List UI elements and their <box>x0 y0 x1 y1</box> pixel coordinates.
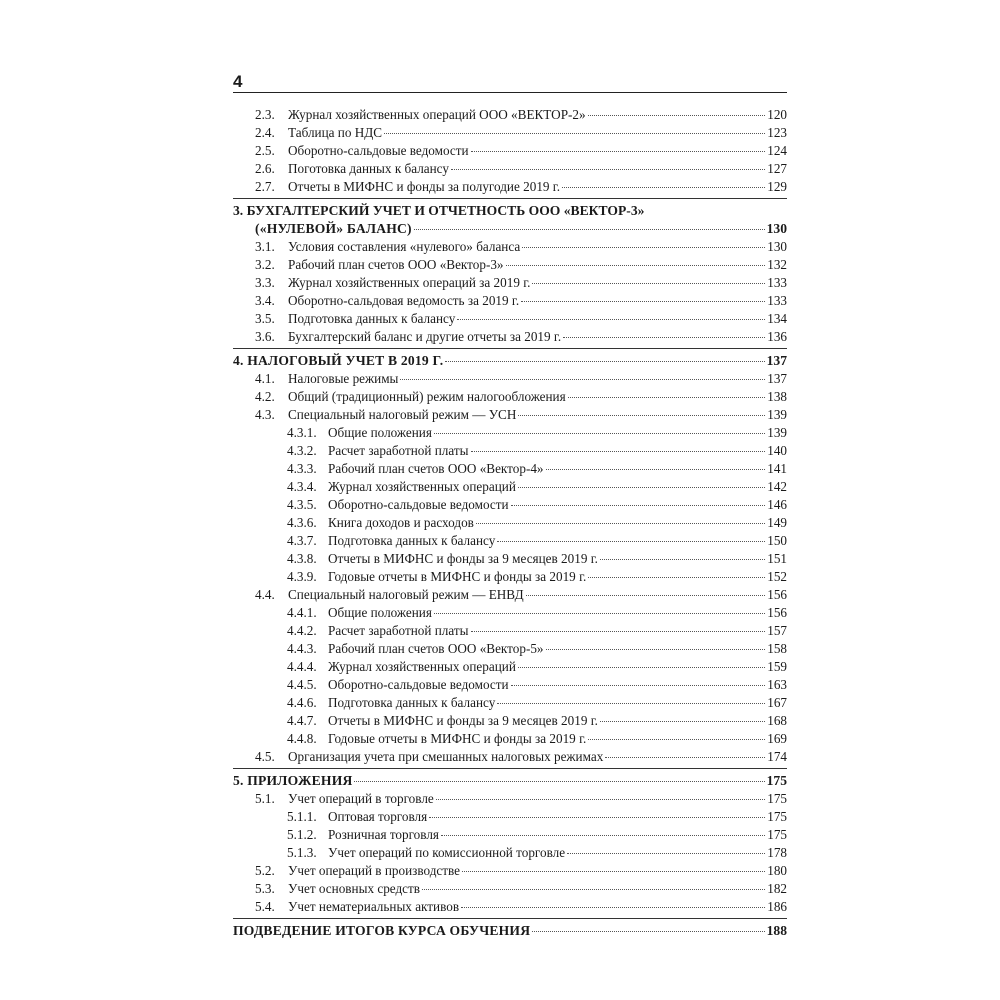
dot-leader <box>568 397 766 398</box>
page-ref: 141 <box>767 461 787 476</box>
toc-subsection[interactable] <box>233 160 787 178</box>
page-ref: 120 <box>767 107 787 122</box>
toc-subsection[interactable] <box>233 388 787 406</box>
section-title: Оборотно-сальдовые ведомости <box>328 497 509 512</box>
toc-entry <box>328 460 787 478</box>
toc-chapter-heading-continued[interactable] <box>233 220 787 238</box>
toc-entry <box>328 622 787 640</box>
toc-subsubsection[interactable] <box>233 460 787 478</box>
page-ref: 182 <box>767 881 787 896</box>
toc-chapter-heading[interactable] <box>233 202 787 220</box>
page-ref: 159 <box>767 659 787 674</box>
section-title: Оборотно-сальдовые ведомости <box>288 143 469 158</box>
toc-subsection[interactable] <box>233 256 787 274</box>
section-title: Налоговые режимы <box>288 371 399 386</box>
section-title: Отчеты в МИФНС и фонды за полугодие 2019 г. <box>288 179 561 194</box>
section-title: Подготовка данных к балансу <box>288 311 456 326</box>
section-number: 4.3.9. <box>287 569 317 584</box>
dot-leader <box>518 415 765 416</box>
toc-subsection[interactable] <box>233 862 787 880</box>
section-title: Специальный налоговый режим — ЕНВД <box>288 587 524 602</box>
toc-subsection[interactable] <box>233 142 787 160</box>
toc-subsubsection[interactable] <box>233 676 787 694</box>
toc-subsubsection[interactable] <box>233 568 787 586</box>
page-ref: 129 <box>767 179 787 194</box>
page-ref: 175 <box>767 809 787 824</box>
section-title: Годовые отчеты в МИФНС и фонды за 2019 г. <box>328 569 587 584</box>
header-rule <box>233 92 787 93</box>
dot-leader <box>476 523 765 524</box>
toc-chapter-heading[interactable] <box>233 352 787 370</box>
toc-subsubsection[interactable] <box>233 844 787 862</box>
section-title: Оборотно-сальдовая ведомость за 2019 г. <box>288 293 520 308</box>
dot-leader <box>526 595 766 596</box>
toc-entry <box>288 862 787 880</box>
section-number: 4.2. <box>255 389 275 404</box>
section-number: 5.3. <box>255 881 275 896</box>
section-title: Рабочий план счетов ООО «Вектор-4» <box>328 461 544 476</box>
toc-entry <box>328 604 787 622</box>
section-number: 4.3.7. <box>287 533 317 548</box>
toc-subsection[interactable] <box>233 328 787 346</box>
section-number: 2.6. <box>255 161 275 176</box>
toc-subsection[interactable] <box>233 310 787 328</box>
dot-leader <box>451 169 765 170</box>
section-number: 5.2. <box>255 863 275 878</box>
page-ref: 152 <box>767 569 787 584</box>
toc-entry <box>328 550 787 568</box>
dot-leader <box>588 739 765 740</box>
section-number: 4.4. <box>255 587 275 602</box>
section-title: Отчеты в МИФНС и фонды за 9 месяцев 2019 г. <box>328 551 598 566</box>
section-number: 4.4.4. <box>287 659 317 674</box>
toc-entry <box>328 442 787 460</box>
page-ref: 158 <box>767 641 787 656</box>
dot-leader <box>441 835 765 836</box>
toc-entry <box>288 406 787 424</box>
toc-entry <box>288 790 787 808</box>
section-number: 4.3.3. <box>287 461 317 476</box>
page-ref: 186 <box>767 899 787 914</box>
section-number: 4.4.2. <box>287 623 317 638</box>
toc-entry <box>328 514 787 532</box>
toc-subsubsection[interactable] <box>233 640 787 658</box>
page-ref: 124 <box>767 143 787 158</box>
section-number: 4.1. <box>255 371 275 386</box>
section-number: 4.3.6. <box>287 515 317 530</box>
toc-entry <box>288 124 787 142</box>
section-title: Журнал хозяйственных операций <box>328 479 516 494</box>
section-title: Общие положения <box>328 605 432 620</box>
toc-subsubsection[interactable] <box>233 712 787 730</box>
dot-leader <box>497 703 765 704</box>
toc-subsection[interactable] <box>233 790 787 808</box>
divider-line <box>233 918 787 919</box>
dot-leader <box>522 247 765 248</box>
dot-leader <box>471 151 766 152</box>
toc-subsection[interactable] <box>233 274 787 292</box>
dot-leader <box>461 907 765 908</box>
section-number: 2.3. <box>255 107 275 122</box>
section-number: 4.5. <box>255 749 275 764</box>
toc-subsubsection[interactable] <box>233 808 787 826</box>
page-ref: 180 <box>767 863 787 878</box>
toc-subsection[interactable] <box>233 406 787 424</box>
divider-line <box>233 348 787 349</box>
section-title: Оптовая торговля <box>328 809 428 824</box>
dot-leader <box>457 319 765 320</box>
section-title: Розничная торговля <box>328 827 439 842</box>
section-title: Общие положения <box>328 425 432 440</box>
dot-leader <box>429 817 765 818</box>
section-number: 2.4. <box>255 125 275 140</box>
section-number: 4.3.5. <box>287 497 317 512</box>
dot-leader <box>605 757 765 758</box>
dot-leader <box>600 721 765 722</box>
page-number: 4 <box>233 72 243 91</box>
dot-leader <box>588 577 765 578</box>
section-title: Книга доходов и расходов <box>328 515 474 530</box>
section-number: 5.1.2. <box>287 827 317 842</box>
toc-subsubsection[interactable] <box>233 730 787 748</box>
toc-entry <box>288 274 787 292</box>
page-ref: 123 <box>767 125 787 140</box>
toc-entry <box>328 496 787 514</box>
section-title: Рабочий план счетов ООО «Вектор-5» <box>328 641 544 656</box>
toc-subsubsection[interactable] <box>233 658 787 676</box>
section-title: Условия составления «нулевого» баланса <box>288 239 521 254</box>
section-title: 4. НАЛОГОВЫЙ УЧЕТ В 2019 Г. <box>233 353 444 368</box>
toc-entry <box>288 328 787 346</box>
toc-subsection[interactable] <box>233 124 787 142</box>
section-number: 4.4.5. <box>287 677 317 692</box>
toc-subsubsection[interactable] <box>233 532 787 550</box>
toc-entry <box>328 658 787 676</box>
dot-leader <box>506 265 766 266</box>
toc-chapter-heading[interactable] <box>233 922 787 940</box>
toc-entry <box>288 256 787 274</box>
toc-entry <box>328 532 787 550</box>
toc-subsection[interactable] <box>233 586 787 604</box>
section-number: 5.1.1. <box>287 809 317 824</box>
page-ref: 133 <box>767 293 787 308</box>
section-number: 3.5. <box>255 311 275 326</box>
dot-leader <box>414 229 765 230</box>
page-ref: 137 <box>766 353 787 368</box>
table-of-contents <box>233 106 787 940</box>
section-number: 4.4.8. <box>287 731 317 746</box>
toc-subsubsection[interactable] <box>233 622 787 640</box>
dot-leader <box>521 301 765 302</box>
dot-leader <box>532 283 765 284</box>
section-title: Учет операций по комиссионной торговле <box>328 845 566 860</box>
section-title: ПОДВЕДЕНИЕ ИТОГОВ КУРСА ОБУЧЕНИЯ <box>233 923 531 938</box>
dot-leader <box>588 115 766 116</box>
section-number: 4.4.6. <box>287 695 317 710</box>
page-ref: 167 <box>767 695 787 710</box>
page-ref: 137 <box>767 371 787 386</box>
page-ref: 151 <box>767 551 787 566</box>
page-ref: 156 <box>767 587 787 602</box>
page-ref: 188 <box>766 923 787 938</box>
section-title: Таблица по НДС <box>288 125 383 140</box>
section-number: 2.5. <box>255 143 275 158</box>
toc-subsection[interactable] <box>233 292 787 310</box>
page-ref: 175 <box>767 791 787 806</box>
toc-entry <box>288 388 787 406</box>
section-title: Специальный налоговый режим — УСН <box>288 407 517 422</box>
page-ref: 139 <box>767 425 787 440</box>
toc-entry <box>288 292 787 310</box>
toc-subsubsection[interactable] <box>233 694 787 712</box>
dot-leader <box>436 799 765 800</box>
section-title: Расчет заработной платы <box>328 443 469 458</box>
section-number: 3.4. <box>255 293 275 308</box>
dot-leader <box>518 667 765 668</box>
toc-entry <box>328 676 787 694</box>
page-ref: 168 <box>767 713 787 728</box>
toc-subsubsection[interactable] <box>233 604 787 622</box>
section-title: Учет операций в производстве <box>288 863 461 878</box>
page-ref: 132 <box>767 257 787 272</box>
dot-leader <box>400 379 765 380</box>
dot-leader <box>562 187 765 188</box>
section-title: Журнал хозяйственных операций <box>328 659 516 674</box>
toc-entry <box>288 880 787 898</box>
toc-entry <box>288 178 787 196</box>
section-number: 4.4.1. <box>287 605 317 620</box>
section-number: 4.3.1. <box>287 425 317 440</box>
section-title: («НУЛЕВОЙ» БАЛАНС) <box>255 221 412 236</box>
page-ref: 136 <box>767 329 787 344</box>
section-title: Общий (традиционный) режим налогообложения <box>288 389 566 404</box>
section-title: Расчет заработной платы <box>328 623 469 638</box>
page-ref: 140 <box>767 443 787 458</box>
toc-subsubsection[interactable] <box>233 478 787 496</box>
toc-entry <box>288 586 787 604</box>
dot-leader <box>462 871 765 872</box>
toc-chapter-heading[interactable] <box>233 772 787 790</box>
section-title: Бухгалтерский баланс и другие отчеты за 2019 г. <box>288 329 562 344</box>
section-number: 4.3. <box>255 407 275 422</box>
page-ref: 139 <box>767 407 787 422</box>
toc-entry <box>328 568 787 586</box>
dot-leader <box>511 685 766 686</box>
section-number: 4.3.8. <box>287 551 317 566</box>
dot-leader <box>422 889 765 890</box>
toc-subsection[interactable] <box>233 880 787 898</box>
dot-leader <box>354 781 764 782</box>
toc-entry <box>233 772 787 790</box>
section-title: Организация учета при смешанных налоговых режимах <box>288 749 604 764</box>
chapter-title-line1: 3. БУХГАЛТЕРСКИЙ УЧЕТ И ОТЧЕТНОСТЬ ООО «ВЕКТОР-3» <box>233 203 645 218</box>
page-ref: 149 <box>767 515 787 530</box>
toc-subsection[interactable] <box>233 178 787 196</box>
toc-subsection[interactable] <box>233 898 787 916</box>
toc-entry <box>328 694 787 712</box>
section-number: 5.1. <box>255 791 275 806</box>
section-number: 3.3. <box>255 275 275 290</box>
section-title: Журнал хозяйственных операций за 2019 г. <box>288 275 531 290</box>
section-title: Подготовка данных к балансу <box>328 695 496 710</box>
dot-leader <box>471 631 766 632</box>
section-title: Отчеты в МИФНС и фонды за 9 месяцев 2019 г. <box>328 713 598 728</box>
section-number: 2.7. <box>255 179 275 194</box>
page-ref: 146 <box>767 497 787 512</box>
divider-line <box>233 198 787 199</box>
toc-subsubsection[interactable] <box>233 514 787 532</box>
toc-subsubsection[interactable] <box>233 442 787 460</box>
toc-entry <box>233 352 787 370</box>
section-number: 5.4. <box>255 899 275 914</box>
section-title: Рабочий план счетов ООО «Вектор-3» <box>288 257 504 272</box>
toc-subsubsection[interactable] <box>233 826 787 844</box>
toc-entry <box>288 142 787 160</box>
toc-entry <box>328 424 787 442</box>
dot-leader <box>471 451 766 452</box>
toc-entry <box>288 370 787 388</box>
page-ref: 133 <box>767 275 787 290</box>
page-ref: 134 <box>767 311 787 326</box>
section-number: 4.4.3. <box>287 641 317 656</box>
dot-leader <box>600 559 765 560</box>
dot-leader <box>511 505 766 506</box>
dot-leader <box>518 487 765 488</box>
toc-entry <box>288 898 787 916</box>
section-title: Учет операций в торговле <box>288 791 434 806</box>
page-ref: 150 <box>767 533 787 548</box>
section-title: 5. ПРИЛОЖЕНИЯ <box>233 773 353 788</box>
dot-leader <box>434 433 765 434</box>
toc-subsubsection[interactable] <box>233 550 787 568</box>
dot-leader <box>445 361 764 362</box>
toc-subsubsection[interactable] <box>233 496 787 514</box>
page-ref: 156 <box>767 605 787 620</box>
toc-entry <box>328 478 787 496</box>
section-number: 4.3.2. <box>287 443 317 458</box>
toc-entry <box>288 238 787 256</box>
page-ref: 163 <box>767 677 787 692</box>
section-title: Поготовка данных к балансу <box>288 161 449 176</box>
dot-leader <box>497 541 765 542</box>
section-number: 4.4.7. <box>287 713 317 728</box>
page-ref: 157 <box>767 623 787 638</box>
page-ref: 130 <box>766 221 787 236</box>
dot-leader <box>546 469 766 470</box>
dot-leader <box>546 649 766 650</box>
toc-entry <box>328 844 787 862</box>
section-title: Годовые отчеты в МИФНС и фонды за 2019 г. <box>328 731 587 746</box>
toc-subsection[interactable] <box>233 238 787 256</box>
section-title: Учет основных средств <box>288 881 421 896</box>
dot-leader <box>384 133 765 134</box>
toc-entry <box>288 310 787 328</box>
page-ref: 142 <box>767 479 787 494</box>
section-title: Учет нематериальных активов <box>288 899 460 914</box>
toc-entry <box>288 106 787 124</box>
section-number: 5.1.3. <box>287 845 317 860</box>
dot-leader <box>567 853 765 854</box>
page-ref: 175 <box>766 773 787 788</box>
dot-leader <box>563 337 765 338</box>
page-ref: 178 <box>767 845 787 860</box>
toc-entry <box>328 730 787 748</box>
dot-leader <box>532 931 764 932</box>
section-title: Подготовка данных к балансу <box>328 533 496 548</box>
page-ref: 130 <box>767 239 787 254</box>
section-number: 4.3.4. <box>287 479 317 494</box>
divider-line <box>233 768 787 769</box>
toc-entry <box>288 160 787 178</box>
toc-subsection[interactable] <box>233 748 787 766</box>
page-ref: 175 <box>767 827 787 842</box>
section-title: Журнал хозяйственных операций ООО «ВЕКТОР-2» <box>288 107 586 122</box>
toc-subsubsection[interactable] <box>233 424 787 442</box>
toc-entry <box>328 826 787 844</box>
toc-entry <box>328 640 787 658</box>
toc-entry <box>255 220 787 238</box>
toc-entry <box>288 748 787 766</box>
toc-entry <box>233 922 787 940</box>
toc-subsection[interactable] <box>233 370 787 388</box>
page-ref: 169 <box>767 731 787 746</box>
toc-subsection[interactable] <box>233 106 787 124</box>
section-number: 3.6. <box>255 329 275 344</box>
section-title: Оборотно-сальдовые ведомости <box>328 677 509 692</box>
toc-entry <box>328 712 787 730</box>
section-number: 3.1. <box>255 239 275 254</box>
page-ref: 127 <box>767 161 787 176</box>
toc-entry <box>328 808 787 826</box>
page-ref: 174 <box>767 749 787 764</box>
page-ref: 138 <box>767 389 787 404</box>
section-number: 3.2. <box>255 257 275 272</box>
dot-leader <box>434 613 765 614</box>
